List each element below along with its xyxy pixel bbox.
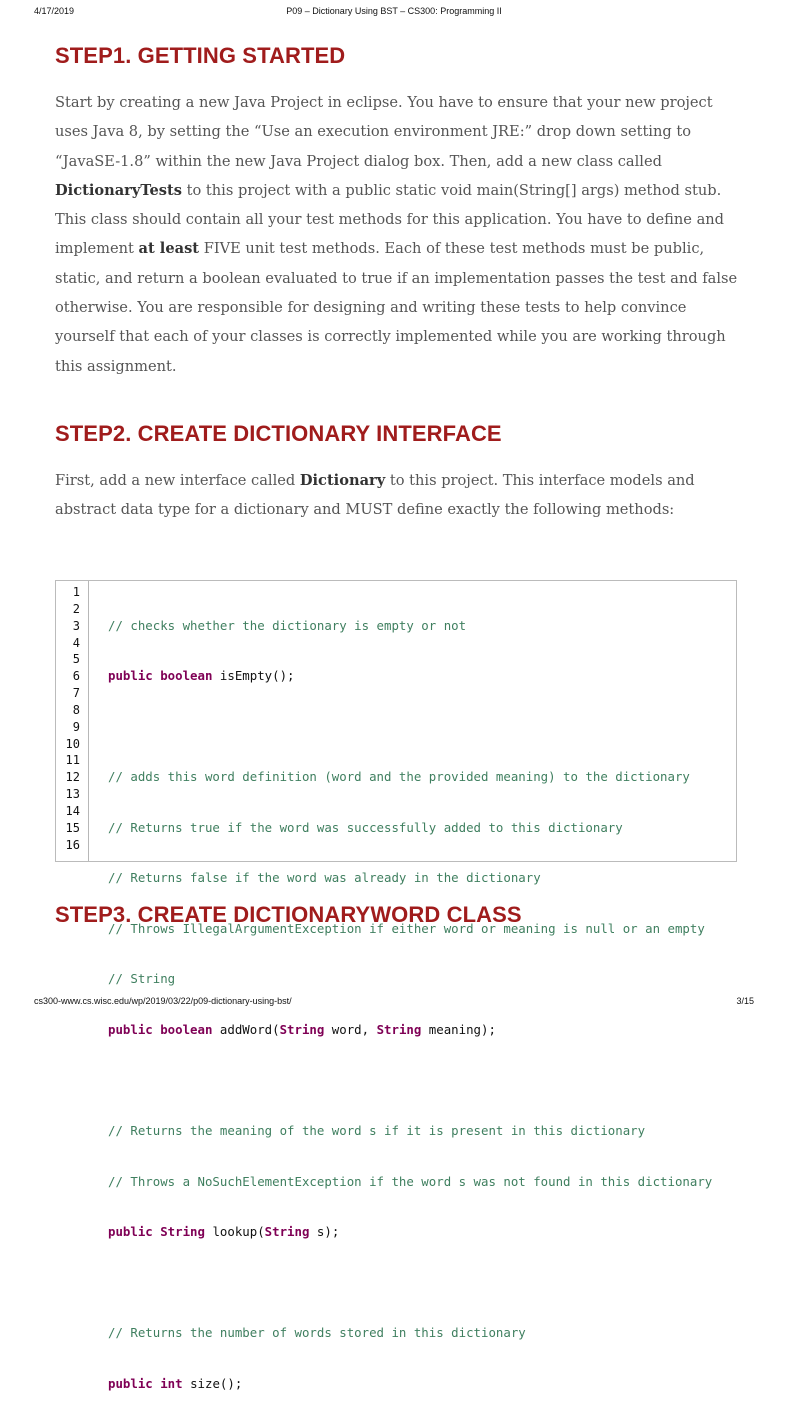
line-number: 1 <box>72 585 80 599</box>
code-line: // Returns the meaning of the word s if it is present in this dictionary <box>108 1123 646 1138</box>
code-line: // Throws a NoSuchElementException if the word s was not found in this dictionary <box>108 1173 713 1189</box>
line-number: 7 <box>72 686 80 701</box>
page-header <box>34 6 754 22</box>
code-line: // Returns the number of words stored in this dictionary <box>108 1325 526 1341</box>
step1-text-3: FIVE unit test methods. Each of these test methods must be public, static, and return a boolean evaluated to true if an implementation passes the test and false otherwise. You are responsible for designing and writing these tests to help convince yourself that each of your classes is correctly implemented while you are working through this assignment. <box>55 240 738 375</box>
step2-paragraph <box>55 466 745 525</box>
code-line: // String <box>108 971 176 987</box>
code-line <box>108 1072 736 1089</box>
page-title: P09 – Dictionary Using BST – CS300: Programming II <box>286 6 502 16</box>
line-number: 8 <box>72 702 80 717</box>
step2-text-1: First, add a new interface called <box>55 472 300 489</box>
line-number: 3 <box>72 618 80 633</box>
print-date: 4/17/2019 <box>34 6 75 16</box>
line-number: 4 <box>72 635 80 650</box>
step1-heading: STEP1. GETTING STARTED <box>55 43 346 68</box>
code-line: public String lookup(String s); <box>108 1224 340 1240</box>
page-footer <box>34 996 754 1010</box>
step1-bold-at-least: at least <box>138 240 200 258</box>
line-number: 14 <box>65 803 80 818</box>
step2-bold-interface-name: Dictionary <box>299 472 386 489</box>
code-line <box>108 1275 736 1292</box>
line-number: 10 <box>65 736 80 751</box>
step1-paragraph <box>55 88 745 381</box>
line-number: 13 <box>65 787 80 802</box>
step1-text-2: to this project with a public static void main(String[] args) method stub. This class should contain all your test methods for this application. You have to define and implement <box>55 181 725 258</box>
code-line: // Returns false if the word was already in the dictionary <box>108 870 541 886</box>
step1-bold-class-name: DictionaryTests <box>55 181 182 199</box>
line-number: 2 <box>72 601 80 616</box>
line-number: 5 <box>72 652 80 667</box>
line-numbers <box>56 584 87 854</box>
line-number: 6 <box>72 669 80 684</box>
code-line <box>108 719 736 736</box>
code-line: // Throws IllegalArgumentException if either word or meaning is null or an empty <box>108 920 705 936</box>
code-line: // Returns true if the word was successfully added to this dictionary <box>108 819 623 835</box>
step1-text-1: Start by creating a new Java Project in eclipse. You have to ensure that your new project uses Java 8, by setting the “Use an execution environment JRE:” drop down setting to “JavaSE-1.8” within the new Java Project dialog box. Then, add a new class called <box>55 94 713 170</box>
footer-url: cs300-www.cs.wisc.edu/wp/2019/03/22/p09-dictionary-using-bst/ <box>34 996 292 1006</box>
code-line: public boolean addWord(String word, String meaning); <box>108 1021 496 1037</box>
step2-text-2: to this project. This interface models and abstract data type for a dictionary and MUST define exactly the following methods: <box>55 472 695 519</box>
line-number: 15 <box>65 820 80 835</box>
code-line: // checks whether the dictionary is empty or not <box>108 617 467 633</box>
line-number: 16 <box>65 837 80 852</box>
code-line: // adds this word definition (word and the provided meaning) to the dictionary <box>108 769 690 785</box>
step2-heading: STEP2. CREATE DICTIONARY INTERFACE <box>55 421 502 446</box>
line-number: 9 <box>72 719 80 734</box>
code-line: public boolean isEmpty(); <box>108 668 295 684</box>
page-number: 3/15 <box>736 996 754 1006</box>
line-number: 11 <box>65 753 80 768</box>
code-line: public int size(); <box>108 1375 243 1391</box>
step3-heading: STEP3. CREATE DICTIONARYWORD CLASS <box>55 902 522 927</box>
line-number: 12 <box>65 770 80 785</box>
